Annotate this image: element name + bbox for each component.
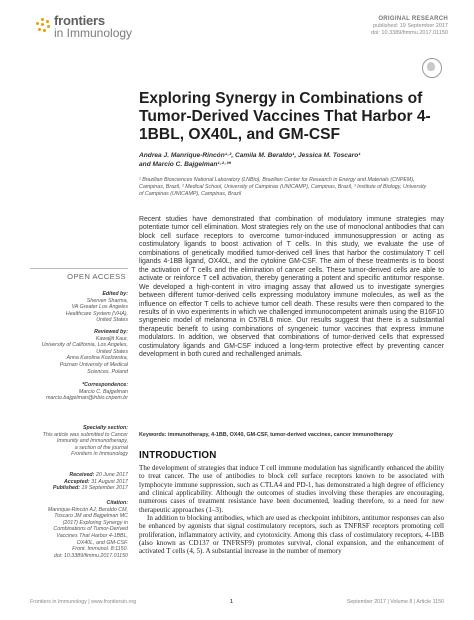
abstract: Recent studies have demonstrated that combination of modulatory immune strategies may potentiate tumor cell elimination. Most strategies rely on the use of monoclonal antibodies that can block cell surface receptors to overcome tumor-induced immunosuppression or acting as costimulatory ligands to boost activation of T cells. In this study, we evaluate the use of combinations of genetically modified tumor-derived cell lines that harbor the costimulatory T cell ligands 4-1BB ligand, OX40L, and the cytokine GM-CSF. The aim of these treatments is to boost the activation of T cells and the elimination of cancer cells. These tumor-derived cells are able to activate or reinforce T cell activation, thereby generating a potent and specific antitumor response. We developed a high-content in vitro imaging assay that allowed us to investigate synergies between different tumor-derived cells expressing modulatory immune molecules, as well as the influence on effector T cells to achieve tumor cell death. These results were then compared to the results of in vivo experiments in which we challenged immunocompetent animals using the B16F10 syngeneic model of melanoma in C57BL6 mice. Our results suggest that there is a substantial therapeutic benefit to using combinations of syngeneic tumor vaccines that express immune modulators. In addition, we observed that combinations of tumor-derived cells that expressed costimulatory ligands and GM-CSF induced a long-term protective effect by preventing cancer development in both cured and rechallenged animals. <box>139 216 444 359</box>
section-title-introduction: INTRODUCTION <box>139 450 217 461</box>
citation-line: Front. Immunol. 8:1150. <box>72 546 128 553</box>
editor-line: Healthcare System (VHA), <box>65 310 128 317</box>
author-list <box>139 152 444 169</box>
intro-paragraph: The development of strategies that induce T cell immune modulation has significantly enhanced the ability to treat cancer. The use of antibodies to block cell surface receptors known to be associated with lymphocyte immune suppression, such as CTLA4 and PD-1, has demonstrated a high degree of efficiency and clinical applicability. Although the outcomes of studies involving these therapies are encouraging, numerous cases of treatment resistance have been documented, leading therefore, to a need for new therapeutic approaches (1–3). <box>139 464 444 514</box>
reviewed-by-label: Reviewed by: <box>94 329 128 335</box>
author-line: Andrea J. Manrique-Rincón¹·², Camila M. Beraldo¹, Jessica M. Toscaro¹ <box>139 152 361 159</box>
specialty-line: This article was submitted to Cancer <box>42 431 128 438</box>
correspondence-label: *Correspondence: <box>82 382 128 388</box>
intro-paragraph: In addition to blocking antibodies, which are used as checkpoint inhibitors, antitumor responses can also be enhanced by agonists that signal costimulatory receptors, such as TNFRSF receptors promoting cell proliferation, inflammatory activity, and cytotoxicity. Among this class of costimulatory receptors, 4-1BB (also known as CD137 or TNFRSF9) promotes survival, clonal expansion, and the enhancement of activated T cells (4, 5). A substantial increase in the number of memory <box>139 514 444 556</box>
introduction-body <box>139 464 444 556</box>
reviewer-line: Anna Karolina Kozlowska, <box>66 355 128 362</box>
article-title: Exploring Synergy in Combinations of Tumor-Derived Vaccines That Harbor 4-1BBL, OX40L, and GM-CSF <box>139 90 431 143</box>
citation-line: (2017) Exploring Synergy in <box>62 519 128 526</box>
citation-line[interactable]: doi: 10.3389/fimmu.2017.01150 <box>53 552 128 559</box>
article-meta <box>371 16 448 37</box>
citation-line: OX40L, and GM-CSF. <box>76 539 128 546</box>
edited-by-block <box>22 291 128 324</box>
published-label: Published: <box>52 485 80 492</box>
correspondence-block <box>22 382 128 402</box>
divider <box>30 268 128 269</box>
citation-block <box>22 500 128 559</box>
open-access-label: OPEN ACCESS <box>67 272 126 281</box>
reviewer-line: United States <box>96 348 128 355</box>
citation-line: Manrique-Rincón AJ, Beraldo CM, <box>47 506 128 513</box>
affiliation-line: Campinas, Brazil, ² Medical School, University of Campinas (UNICAMP), Campinas, Brazil, ³ Institute of Biology, University <box>139 184 427 190</box>
footer-journal[interactable]: Frontiers in Immunology | www.frontiersin.org <box>30 599 137 605</box>
reviewer-line: Kawaljit Kaur, <box>95 335 128 342</box>
editor-line: Sherven Sharma, <box>86 297 128 304</box>
accepted-label: Accepted: <box>63 478 90 485</box>
journal-name <box>54 14 132 40</box>
citation-line: Vaccines That Harbor 4-1BBL, <box>56 532 128 539</box>
author-line: and Marcio C. Bajgelman¹·²·³* <box>139 160 231 168</box>
journal-name-line1: frontiers <box>54 13 105 28</box>
check-for-updates-icon[interactable] <box>422 58 442 78</box>
affiliations <box>139 177 444 198</box>
reviewed-by-block <box>22 329 128 375</box>
reviewer-line: Sciences, Poland <box>87 368 128 375</box>
frontiers-logo-icon <box>36 18 50 32</box>
dates-block <box>22 472 128 492</box>
footer-page-number: 1 <box>230 599 233 605</box>
specialty-line: Frontiers in Immunology <box>71 451 128 458</box>
article-type: ORIGINAL RESEARCH <box>378 16 448 22</box>
correspondence-email[interactable]: marcio.bajgelman@lnbio.cnpem.br <box>46 395 128 402</box>
edited-by-label: Edited by: <box>102 291 128 297</box>
keywords: Keywords: immunotherapy, 4-1BB, OX40, GM-CSF, tumor-derived vaccines, cancer immunotherapy <box>139 432 393 438</box>
editor-line: VA Greater Los Angeles <box>71 304 128 311</box>
citation-label: Citation: <box>106 500 128 506</box>
article-doi: doi: 10.3389/fimmu.2017.01150 <box>371 30 448 36</box>
specialty-block <box>22 425 128 458</box>
correspondence-name: Marcio C. Bajgelman <box>78 388 128 395</box>
journal-name-line2: in Immunology <box>54 26 133 40</box>
published-line <box>22 485 128 492</box>
affiliation-line: of Campinas (UNICAMP), Campinas, Brazil <box>139 191 242 197</box>
accepted-line <box>22 479 128 486</box>
footer-volume: September 2017 | Volume 8 | Article 1150 <box>346 599 444 605</box>
received-date: 20 June 2017 <box>95 472 128 478</box>
specialty-line: a section of the journal <box>74 444 128 451</box>
citation-line: Toscaro JM and Bajgelman MC <box>54 513 128 520</box>
specialty-line: Immunity and Immunotherapy, <box>56 438 128 445</box>
published-date-side: 19 September 2017 <box>81 485 128 492</box>
editor-line: United States <box>96 317 128 324</box>
accepted-date: 31 August 2017 <box>91 478 128 485</box>
citation-line: Combinations of Tumor-Derived <box>53 526 128 533</box>
received-line <box>22 472 128 479</box>
affiliation-line: ¹ Brazilian Biosciences National Laboratory (LNBio), Brazilian Center for Research in Energy and Materials (CNPEM), <box>139 177 415 183</box>
specialty-label: Specialty section: <box>82 425 128 431</box>
reviewer-line: Poznan University of Medical <box>59 361 128 368</box>
reviewer-line: University of California, Los Angeles, <box>41 342 128 349</box>
received-label: Received: <box>69 472 95 478</box>
published-date: published: 19 September 2017 <box>373 23 448 29</box>
